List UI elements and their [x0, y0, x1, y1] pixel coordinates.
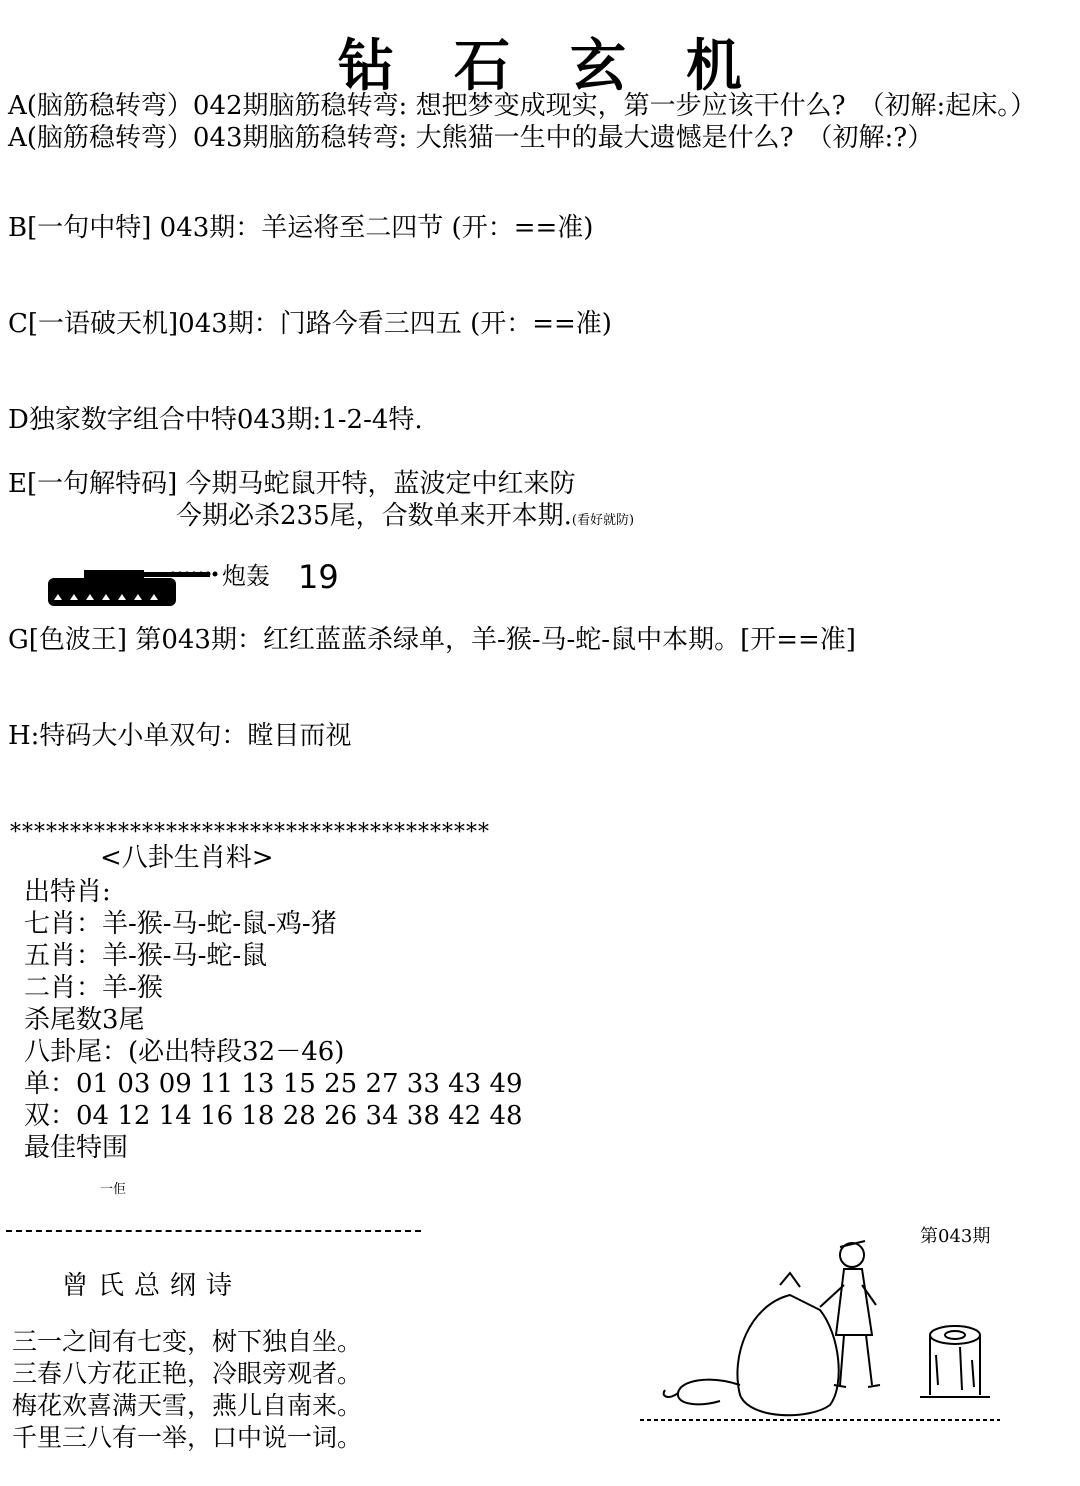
section-h: H:特码大小单双句：瞠目而视 — [8, 721, 352, 751]
bagua-line: 七肖：羊-猴-马-蛇-鼠-鸡-猪 — [24, 909, 337, 939]
star-separator: **************************************** — [10, 820, 490, 845]
section-a-043: A(脑筋稳转弯）043期脑筋稳转弯: 大熊猫一生中的最大遗憾是什么? （初解:?） — [8, 123, 934, 153]
section-e-line2 — [176, 500, 634, 537]
poem-line: 千里三八有一举，口中说一词。 — [12, 1423, 363, 1452]
bagua-line: 杀尾数3尾 — [24, 1005, 145, 1035]
cannon-number: 19 — [298, 558, 339, 596]
bagua-heading: <八卦生肖料> — [100, 843, 274, 873]
bagua-line: 单：01 03 09 11 13 15 25 27 33 43 49 — [24, 1069, 523, 1099]
dashed-divider — [6, 1230, 421, 1232]
page-title: 钻石玄机 — [338, 33, 802, 99]
bagua-line: 出特肖: — [24, 877, 111, 907]
poem-line: 三春八方花正艳，冷眼旁观者。 — [12, 1359, 363, 1388]
section-e-line2-text: 今期必杀235尾，合数单来开本期. — [176, 501, 572, 531]
bagua-line: 二肖：羊-猴 — [24, 973, 163, 1003]
bagua-fragment: 一佢 — [100, 1182, 127, 1197]
section-e-line1: E[一句解特码] 今期马蛇鼠开特，蓝波定中红来防 — [8, 469, 576, 499]
bagua-line: 双：04 12 14 16 18 28 26 34 38 42 48 — [24, 1101, 523, 1131]
issue-label: 第043期 — [920, 1226, 991, 1247]
bagua-line: 最佳特围 — [24, 1133, 129, 1163]
section-d: D独家数字组合中特043期:1-2-4特. — [8, 405, 423, 435]
section-c: C[一语破天机]043期：门路今看三四五 (开：==准) — [8, 309, 612, 339]
bagua-line: 五肖：羊-猴-马-蛇-鼠 — [24, 941, 268, 971]
section-b: B[一句中特] 043期：羊运将至二四节 (开：==准) — [8, 213, 594, 243]
section-g: G[色波王] 第043期：红红蓝蓝杀绿单，羊-猴-马-蛇-鼠中本期。[开==准] — [8, 625, 856, 655]
poem-line: 梅花欢喜满天雪，燕儿自南来。 — [12, 1391, 363, 1420]
cannon-label: 炮轰 — [222, 562, 270, 590]
cannon-dots — [170, 568, 220, 580]
section-a-042: A(脑筋稳转弯）042期脑筋稳转弯: 想把梦变成现实，第一步应该干什么? （初解:起床。） — [8, 91, 1037, 121]
poem-title: 曾氏总纲诗 — [62, 1271, 243, 1301]
poem-line: 三一之间有七变，树下独自坐。 — [12, 1327, 363, 1356]
illustration-man-with-sack — [640, 1225, 1020, 1425]
section-e-note: (看好就防) — [571, 513, 635, 528]
bagua-line: 八卦尾：(必出特段32－46) — [24, 1037, 345, 1067]
